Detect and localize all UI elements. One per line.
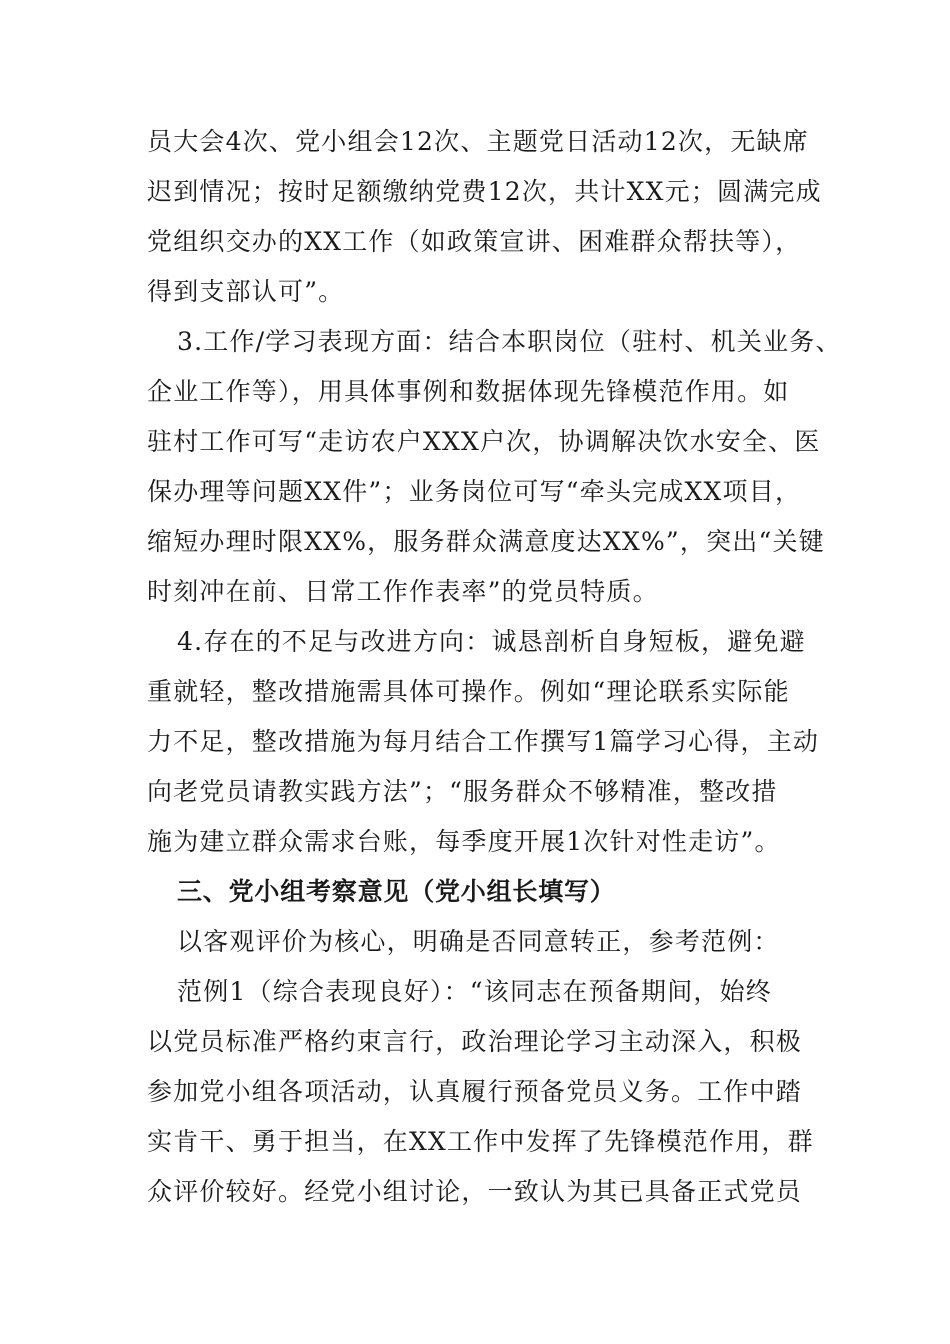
section-heading: 三、党小组考察意见（党小组长填写） <box>177 877 616 906</box>
paragraph-line: 众评价较好。经党小组讨论，一致认为其已具备正式党员 <box>147 1177 803 1206</box>
paragraph-line: 保办理等问题XX件”；业务岗位可写“牵头完成XX项目， <box>147 477 802 506</box>
paragraph-line: 施为建立群众需求台账，每季度开展1次针对性走访”。 <box>147 827 781 856</box>
paragraph-line: 时刻冲在前、日常工作作表率”的党员特质。 <box>147 577 659 606</box>
paragraph-line: 员大会4次、党小组会12次、主题党日活动12次，无缺席 <box>147 127 809 156</box>
paragraph-line: 驻村工作可写“走访农户XXX户次，协调解决饮水安全、医 <box>147 427 821 456</box>
paragraph-line: 得到支部认可”。 <box>147 277 345 306</box>
paragraph-line: 企业工作等），用具体事例和数据体现先锋模范作用。如 <box>147 377 790 406</box>
paragraph-line: 以党员标准严格约束言行，政治理论学习主动深入，积极 <box>147 1027 803 1056</box>
paragraph-line: 重就轻，整改措施需具体可操作。例如“理论联系实际能 <box>147 677 790 706</box>
paragraph-line: 力不足，整改措施为每月结合工作撰写1篇学习心得，主动 <box>147 727 820 756</box>
paragraph-line: 实肯干、勇于担当，在XX工作中发挥了先锋模范作用，群 <box>147 1127 814 1156</box>
paragraph-line: 3.工作/学习表现方面：结合本职岗位（驻村、机关业务、 <box>177 327 842 356</box>
paragraph-line: 向老党员请教实践方法”；“服务群众不够精准，整改措 <box>147 777 778 806</box>
paragraph-line: 范例1（综合表现良好）：“该同志在预备期间，始终 <box>177 977 772 1006</box>
paragraph-line: 缩短办理时限XX%，服务群众满意度达XX%”，突出“关键 <box>147 527 825 556</box>
paragraph-line: 4.存在的不足与改进方向：诚恳剖析自身短板，避免避 <box>177 627 806 656</box>
document-body <box>147 117 842 1217</box>
paragraph-line: 迟到情况；按时足额缴纳党费12次，共计XX元；圆满完成 <box>147 177 822 206</box>
paragraph-line: 以客观评价为核心，明确是否同意转正，参考范例： <box>177 927 780 956</box>
paragraph-line: 参加党小组各项活动，认真履行预备党员义务。工作中踏 <box>147 1077 803 1106</box>
paragraph-line: 党组织交办的XX工作（如政策宣讲、困难群众帮扶等）， <box>147 227 802 256</box>
